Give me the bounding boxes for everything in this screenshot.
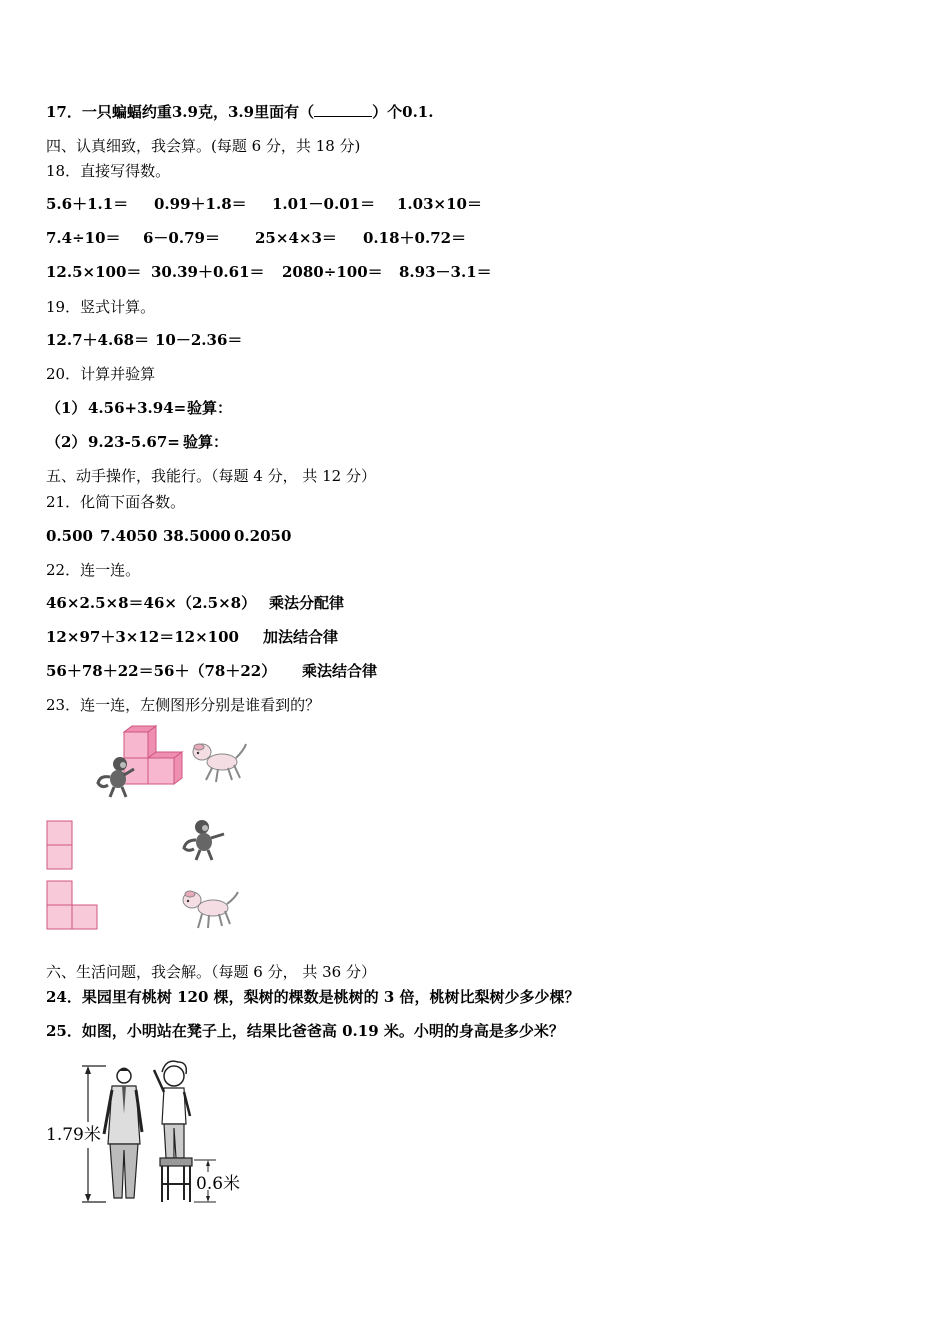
question-24: 24．果园里有桃树 120 棵，梨树的棵数是桃树的 3 倍，桃树比梨树少多少棵？: [46, 988, 580, 1006]
dog-icon[interactable]: [180, 886, 240, 930]
dog-icon: [190, 740, 248, 784]
question-21-title: 21．化简下面各数。: [46, 493, 186, 511]
question-25: 25．如图，小明站在凳子上，结果比爸爸高 0.19 米。小明的身高是多少米？: [46, 1022, 564, 1040]
section-4-title: 四、认真细致，我会算。(每题 6 分，共 18 分): [46, 137, 361, 155]
stool-height-label: 0.6米: [196, 1174, 241, 1194]
monkey-icon[interactable]: [182, 818, 228, 862]
question-22-title: 22．连一连。: [46, 561, 141, 579]
answer-blank[interactable]: [314, 102, 372, 117]
l-shape-squares: [46, 880, 100, 932]
section-5-title: 五、动手操作，我能行。（每题 4 分， 共 12 分）: [46, 467, 376, 485]
section-6-title: 六、生活问题，我会解。（每题 6 分， 共 36 分）: [46, 963, 376, 981]
question-23-title: 23．连一连，左侧图形分别是谁看到的？: [46, 696, 321, 714]
two-squares-vertical: [46, 820, 74, 872]
dad-height-label: 1.79米: [46, 1125, 101, 1145]
question-19-title: 19．竖式计算。: [46, 298, 156, 316]
monkey-icon: [94, 755, 140, 799]
question-18-title: 18．直接写得数。: [46, 162, 171, 180]
question-20-title: 20．计算并验算: [46, 365, 156, 383]
question-17: 17．一只蝙蝠约重3.9克，3.9里面有（ ）个0.1.: [46, 103, 434, 121]
